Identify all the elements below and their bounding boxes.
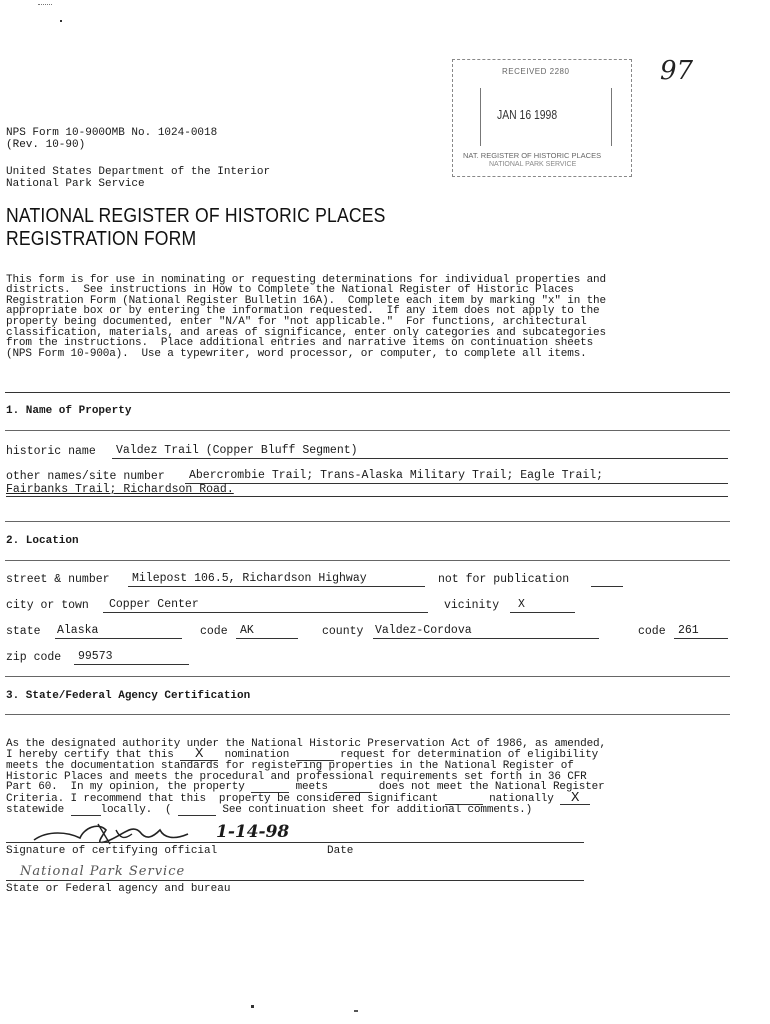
state-field[interactable] — [55, 624, 182, 639]
cert-text: I hereby certify that this — [6, 749, 174, 762]
vicinity-label: vicinity — [444, 599, 500, 612]
divider — [5, 560, 730, 561]
cert-text: See continuation sheet for additional comments.) — [222, 804, 533, 817]
cert-line: As the designated authority under the National Historic Preservation Act of 1986, as amended, — [6, 737, 606, 750]
county-code-label: code — [638, 625, 666, 638]
cert-text: request for determination of eligibility — [340, 749, 599, 762]
divider — [5, 521, 730, 522]
divider — [5, 714, 730, 715]
zip-field[interactable] — [74, 650, 189, 665]
agency-line[interactable] — [6, 880, 584, 881]
cert-text: nationally — [489, 793, 554, 806]
scan-speck — [354, 1010, 358, 1012]
divider — [5, 392, 730, 393]
nationally-checkbox[interactable] — [560, 790, 590, 807]
county-code-field[interactable] — [674, 624, 728, 639]
historic-name-label: historic name — [6, 445, 96, 458]
cert-text: does not meet the National Register — [378, 781, 605, 794]
meets-checkbox[interactable] — [251, 782, 289, 793]
cert-text: statewide — [6, 804, 65, 817]
state-code-label: code — [200, 625, 228, 638]
nomination-mark: X — [195, 746, 204, 763]
other-names-value-line2[interactable]: Fairbanks Trail; Richardson Road. — [6, 483, 234, 496]
divider — [5, 430, 730, 431]
section-3-heading: 3. State/Federal Agency Certification — [6, 690, 251, 702]
state-value: Alaska — [57, 624, 99, 637]
stamp-date: JAN 16 1998 — [497, 107, 558, 122]
other-names-field[interactable] — [185, 469, 728, 484]
section-1-heading: 1. Name of Property — [6, 405, 132, 417]
county-code-value: 261 — [678, 624, 699, 637]
section-2-heading: 2. Location — [6, 535, 79, 547]
stamp-bottom-line1: NAT. REGISTER OF HISTORIC PLACES — [463, 151, 602, 160]
instructions — [6, 264, 606, 370]
statewide-checkbox[interactable] — [71, 805, 101, 816]
zip-label: zip code — [6, 651, 62, 664]
cert-text: meets — [295, 781, 328, 794]
corner-mark: 97 — [660, 56, 694, 86]
instruction-line: Registration Form (National Register Bulletin 16A). Complete each item by marking "x" in the — [6, 294, 606, 307]
scan-speck — [60, 20, 62, 22]
does-not-meet-checkbox[interactable] — [334, 782, 372, 793]
street-label: street & number — [6, 573, 110, 586]
county-label: county — [322, 625, 364, 638]
cert-text: locally. ( — [100, 804, 172, 817]
instruction-line: This form is for use in nominating or requesting determinations for individual properties and — [6, 273, 606, 286]
instruction-line: (NPS Form 10-900a). Use a typewriter, word processor, or computer, to complete all items. — [6, 347, 587, 360]
form-number: NPS Form 10-900OMB No. 1024-0018 — [6, 127, 218, 139]
department: United States Department of the Interior — [6, 166, 271, 178]
city-field[interactable] — [103, 598, 428, 613]
cert-line: meets the documentation standards for registering properties in the National Register of — [6, 760, 574, 773]
not-for-publication-field[interactable] — [591, 572, 623, 587]
continuation-checkbox[interactable] — [178, 805, 216, 816]
not-for-publication-label: not for publication — [438, 573, 570, 586]
agency: National Park Service — [6, 178, 145, 190]
vicinity-value: X — [518, 598, 525, 611]
cert-text: nomination — [224, 749, 290, 762]
other-names-value-line1: Abercrombie Trail; Trans-Alaska Military Trail; Eagle Trail; — [189, 469, 604, 482]
agency-handwritten: National Park Service — [20, 864, 186, 879]
state-code-field[interactable] — [236, 624, 298, 639]
signature-label: Signature of certifying official — [6, 845, 218, 857]
instruction-line: appropriate box or by entering the information requested. If any item does not apply to the — [6, 305, 600, 318]
certification-text — [6, 728, 606, 827]
zip-value: 99573 — [78, 650, 113, 663]
nationally-mark: X — [570, 790, 580, 807]
scan-speck — [251, 1005, 254, 1008]
cert-line: Historic Places and meets the procedural and professional requirements set forth in 36 CFR — [6, 770, 587, 783]
cert-line — [6, 782, 606, 793]
stamp-bottom-line2: NATIONAL PARK SERVICE — [489, 161, 577, 168]
divider — [5, 676, 730, 677]
signature-line[interactable] — [6, 842, 584, 843]
city-value: Copper Center — [109, 598, 199, 611]
other-names-label: other names/site number — [6, 470, 165, 483]
instruction-line: from the instructions. Place additional entries and narrative items on continuation sheets — [6, 337, 594, 350]
county-field[interactable] — [373, 624, 599, 639]
cert-text: Criteria. I recommend that this property be considered significant — [6, 793, 439, 806]
scan-speck — [38, 4, 52, 7]
date-label: Date — [327, 845, 354, 857]
cert-line — [6, 805, 606, 816]
form-revision: (Rev. 10-90) — [6, 139, 86, 151]
form-title-line2: REGISTRATION FORM — [6, 228, 197, 250]
instruction-line: property being documented, enter "N/A" for "not applicable." For functions, architectural — [6, 315, 587, 328]
vicinity-field[interactable] — [510, 598, 575, 613]
city-label: city or town — [6, 599, 89, 612]
signature-date-handwritten: 1-14-98 — [216, 822, 290, 842]
state-label: state — [6, 625, 41, 638]
state-code-value: AK — [240, 624, 254, 637]
historic-name-field[interactable] — [112, 444, 728, 459]
county-value: Valdez-Cordova — [375, 624, 472, 637]
stamp-received-text: RECEIVED 2280 — [502, 67, 570, 76]
instruction-line: classification, materials, and areas of significance, enter only categories and subcategories — [6, 326, 606, 339]
instruction-line: districts. See instructions in How to Complete the National Register of Historic Places — [6, 284, 574, 297]
agency-label: State or Federal agency and bureau — [6, 883, 231, 895]
form-title-line1: NATIONAL REGISTER OF HISTORIC PLACES — [6, 205, 386, 227]
cert-text: Part 60. In my opinion, the property — [6, 781, 245, 794]
street-field[interactable] — [128, 572, 425, 587]
street-value: Milepost 106.5, Richardson Highway — [132, 572, 367, 585]
historic-name-value: Valdez Trail (Copper Bluff Segment) — [116, 444, 358, 457]
field-underline — [6, 496, 728, 497]
